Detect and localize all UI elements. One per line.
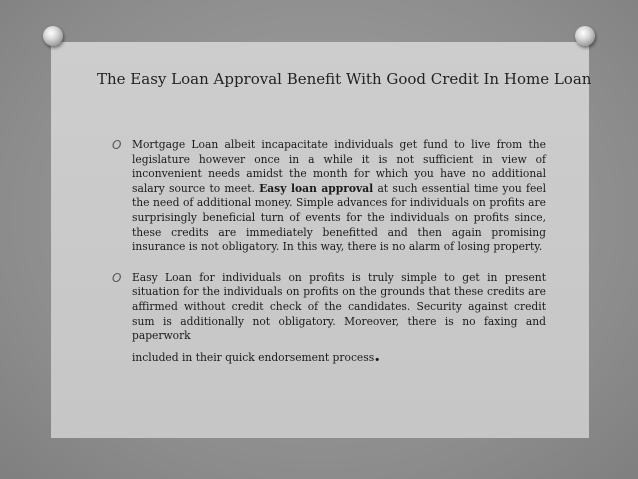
bold-phrase: Easy loan approval [259, 181, 374, 195]
bullet-marker: O [112, 270, 122, 285]
pushpin-icon [43, 26, 63, 46]
bullet-text: Easy Loan for individuals on profits is truly simple to get in present situation for the individuals on profits on the grounds that these credits are affirmed without credit check of the candidates. Security against credit sum is additionally not obligatory. Moreover, there is no faxing and paperwork [132, 270, 546, 343]
slide-title: The Easy Loan Approval Benefit With Good Credit In Home Loan [97, 70, 592, 88]
bullet-text: Mortgage Loan albeit incapacitate individuals get fund to live from the legislature however once in a while it is not sufficient in view of inconvenient needs amidst the month for which you have no additional salary source to meet. [132, 138, 546, 195]
bullet-list [108, 138, 546, 365]
list-item [108, 271, 546, 366]
trailing-period: . [374, 345, 381, 366]
list-item [108, 138, 546, 255]
bullet-marker: O [112, 138, 122, 152]
pushpin-icon [575, 26, 595, 46]
bullet-text: at such essential time you feel the need of additional money. Simple advances for individuals on profits are surprisingly beneficial turn of events for the individuals on profits since, these credits are immediately benefitted and then again promising insurance is not obligatory. In this way, there is no alarm of losing property. [132, 181, 547, 254]
bullet-last-line [132, 345, 381, 366]
bullet-text: included in their quick endorsement process [132, 350, 375, 364]
